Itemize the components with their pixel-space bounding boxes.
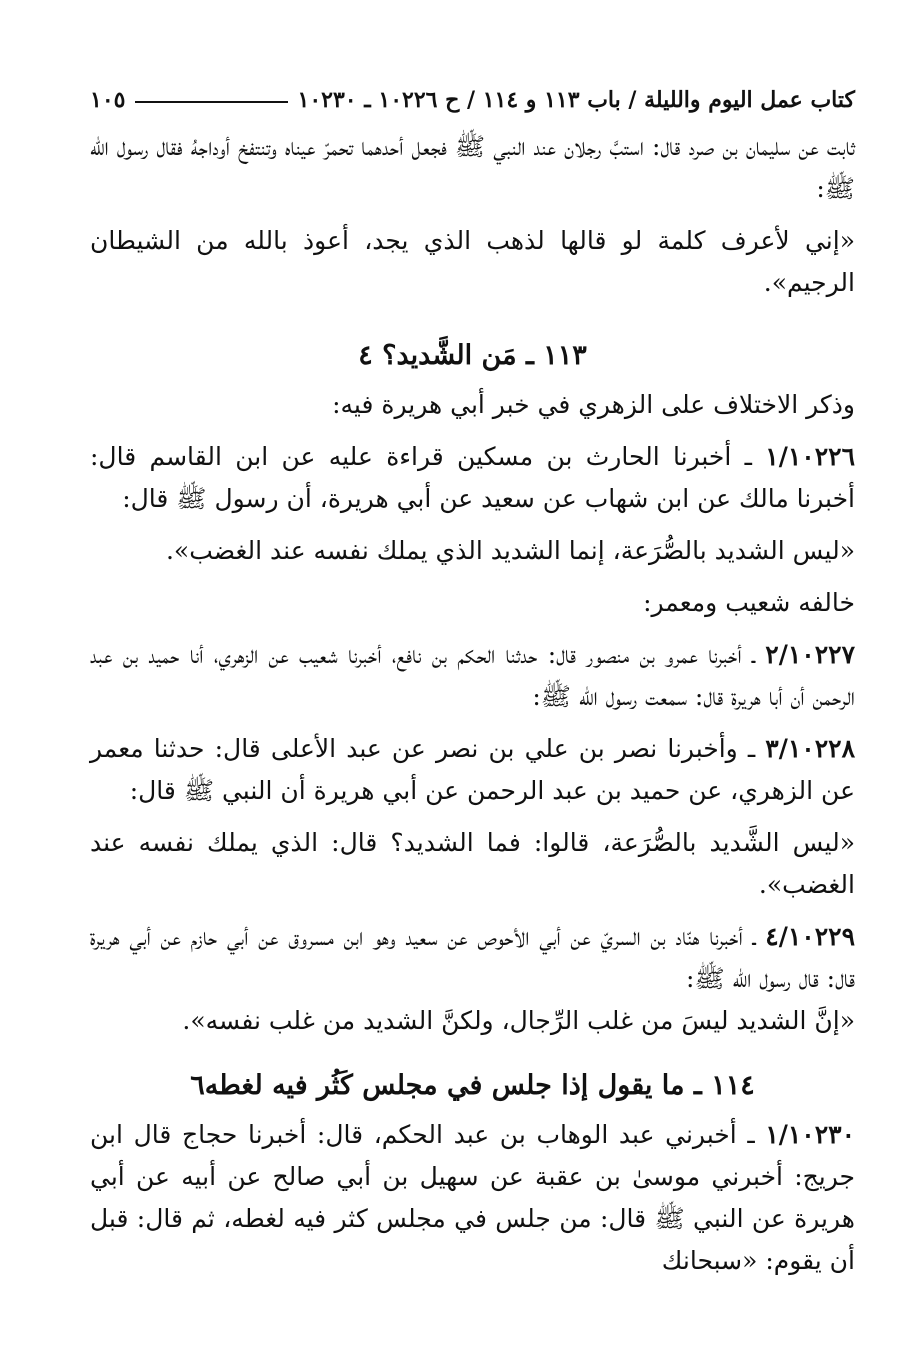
section-114 [90,1114,855,1282]
hadith-number: ١/١٠٢٢٦ [765,442,855,471]
hadith-10229 [90,916,855,1000]
header-title: كتاب عمل اليوم والليلة / باب ١١٣ و ١١٤ / ح ١٠٢٢٦ ـ ١٠٢٣٠ [297,87,855,113]
hadith-text: ـ وأخبرنا نصر بن علي بن نصر عن عبد الأعلى قال: حدثنا معمر عن الزهري، عن حميد بن عبد الرحمن عن أبي هريرة أن النبي ﷺ قال: [90,734,855,805]
intro-quote: «إني لأعرف كلمة لو قالها لذهب الذي يجد، أعوذ بالله من الشيطان الرجيم». [90,226,855,297]
hadith-text: ـ أخبرنا هنّاد بن السريّ عن أبي الأحوص عن سعيد وهو ابن مسروق عن أبي حازم عن أبي هريرة قال: قال رسول الله ﷺ: [90,922,855,993]
document-page [90,80,855,1344]
intro-block [90,126,855,304]
hadith-number: ٣/١٠٢٢٨ [765,734,855,763]
hadith-number: ٤/١٠٢٢٩ [765,922,855,951]
hadith-number: ١/١٠٢٣٠ [765,1120,856,1149]
running-header [90,80,855,120]
hadith-10228-quote: «ليس الشَّديد بالصُّرَعة، قالوا: فما الشديد؟ قال: الذي يملك نفسه عند الغضب». [90,828,855,899]
hadith-number: ٢/١٠٢٢٧ [765,640,855,669]
section-114-heading: ١١٤ ـ ما يقول إذا جلس في مجلس كَثُر فيه لغطه٦ [190,1070,755,1101]
hadith-10227 [90,634,855,718]
hadith-text: ـ أخبرني عبد الوهاب بن عبد الحكم، قال: أخبرنا حجاج قال ابن جريج: أخبرني موسىٰ بن عقبة عن سهيل بن أبي صالح عن أبيه عن أبي هريرة عن النبي ﷺ قال: من جلس في مجلس كثر فيه لغطه، ثم قال: قبل أن يقوم: «سبحانك [90,1120,855,1275]
khalafa-note: خالفه شعيب ومعمر: [643,588,855,617]
section-113-intro: وذكر الاختلاف على الزهري في خبر أبي هريرة فيه: [332,390,855,419]
section-113-heading: ١١٣ ـ مَن الشَّديد؟ ٤ [358,340,587,371]
hadith-text: ـ أخبرنا عمرو بن منصور قال: حدثنا الحكم بن نافع، أخبرنا شعيب عن الزهري، أنا حميد بن عبد الرحمن أن أبا هريرة قال: سمعت رسول الله ﷺ: [90,640,855,711]
page-number: ١٠٥ [90,87,126,113]
header-rule [135,101,287,103]
hadith-10226-quote: «ليس الشديد بالصُّرَعة، إنما الشديد الذي يملك نفسه عند الغضب». [165,536,855,565]
hadith-10226 [90,436,855,520]
intro-text: ثابت عن سليمان بن صرد قال: استبَّ رجلان عند النبي ﷺ فجعل أحدهما تحمرّ عيناه وتنتفخ أوداجهُ فقال رسول الله ﷺ: [90,132,855,203]
section-113 [90,384,855,1042]
hadith-10228 [90,728,855,812]
hadith-10230 [90,1114,855,1282]
hadith-10229-quote: «إنَّ الشديد ليسَ من غلب الرِّجال، ولكنَّ الشديد من غلب نفسه». [182,1006,855,1035]
hadith-text: ـ أخبرنا الحارث بن مسكين قراءة عليه عن ابن القاسم قال: أخبرنا مالك عن ابن شهاب عن سعيد عن أبي هريرة، أن رسول ﷺ قال: [90,442,855,513]
